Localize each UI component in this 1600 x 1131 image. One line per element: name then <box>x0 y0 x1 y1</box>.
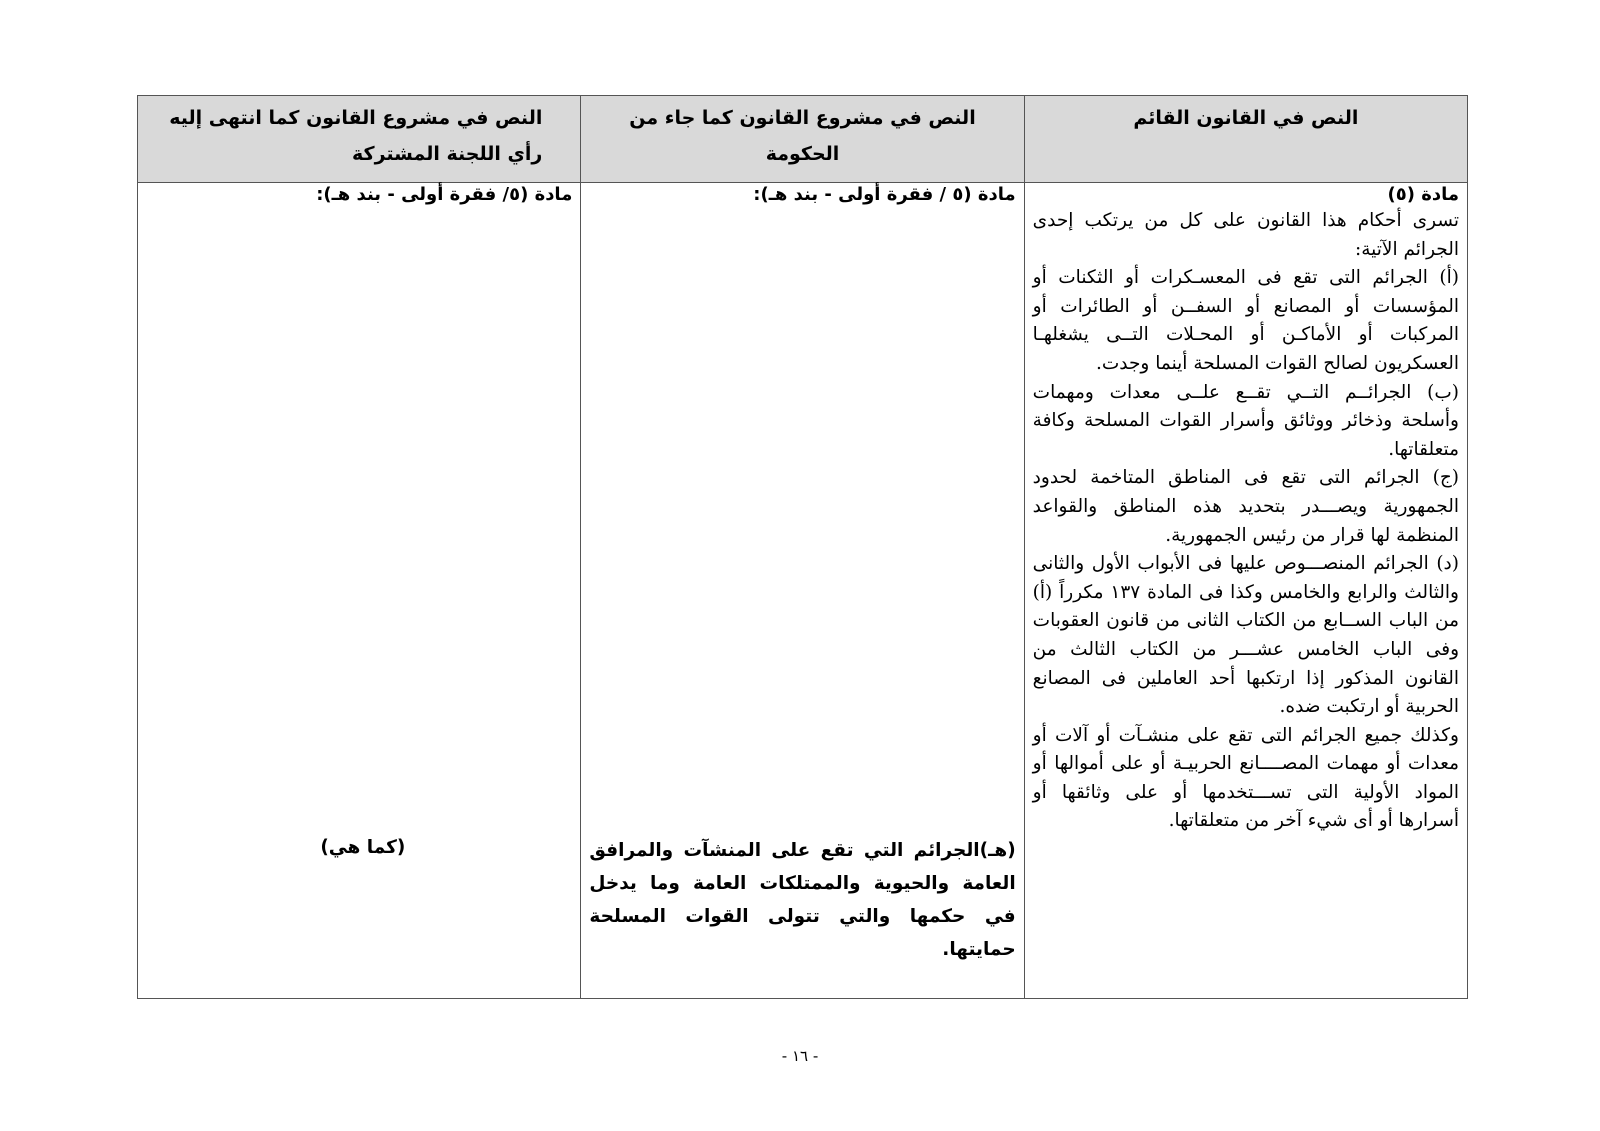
committee-status-text: (كما هي) <box>320 837 406 858</box>
cell-committee-draft <box>138 183 581 999</box>
header-government-draft <box>581 96 1024 183</box>
cell-government-draft <box>581 183 1024 999</box>
committee-article-title: مادة (٥/ فقرة أولى - بند هـ): <box>316 184 573 205</box>
existing-article-title: مادة (٥) <box>1387 184 1459 205</box>
header-existing-law <box>1024 96 1467 183</box>
government-proposal-text: (هـ)الجرائم التي تقع على المنشآت والمرافق العامة والحيوية والممتلكات العامة وما يدخل في حكمها والتي تتولى القوات المسلحة حمايتها. <box>589 840 1016 960</box>
table-header-row <box>138 96 1468 183</box>
existing-paragraph: وكذلك جميع الجرائم التى تقع على منشـآت أو آلات أو معدات أو مهمات المصــــانع الحربيـة أو على أموالها أو المواد الأولية التى تســـتخدمها أو على وثائقها أو أسرارها أو أى شيء آخر من متعلقاتها. <box>1032 724 1459 832</box>
header-existing-law-label: النص في القانون القائم <box>1133 107 1359 129</box>
header-government-draft-label: النص في مشروع القانون كما جاء من الحكومة <box>629 107 976 165</box>
existing-paragraph: (د) الجرائم المنصـــوص عليها فى الأبواب الأول والثانى والثالث والرابع والخامس وكذا فى المادة ١٣٧ مكرراً (أ) من الباب الســابع من الكتاب الثانى من قانون العقوبات وفى الباب الخامس عشـــر من الكتاب الثالث من القانون المذكور إذا ارتكبها أحد العاملين فى المصانع الحربية أو ارتكبت ضده. <box>1032 553 1459 718</box>
existing-paragraph: (ب) الجرائــم التــي تقــع علــى معدات ومهمات وأسلحة وذخائر ووثائق وأسرار القوات المسلحة وكافة متعلقاتها. <box>1032 381 1459 460</box>
cell-existing-law <box>1024 183 1467 999</box>
existing-paragraph: (ج) الجرائم التى تقع فى المناطق المتاخمة لحدود الجمهورية ويصـــدر بتحديد هذه المناطق والقواعد المنظمة لها قرار من رئيس الجمهورية. <box>1032 467 1459 546</box>
law-comparison-table <box>137 95 1468 999</box>
table-body-row <box>138 183 1468 999</box>
header-committee-draft-label: النص في مشروع القانون كما انتهى إليه رأي اللجنة المشتركة <box>169 107 543 165</box>
government-article-title: مادة (٥ / فقرة أولى - بند هـ): <box>753 184 1016 205</box>
header-committee-draft <box>138 96 581 183</box>
existing-paragraph: تسرى أحكام هذا القانون على كل من يرتكب إحدى الجرائم الآتية: <box>1032 210 1459 260</box>
existing-paragraph: (أ) الجرائم التى تقع فى المعسـكرات أو الثكنات أو المؤسسات أو المصانع أو السفــن أو الطائرات أو المركبات أو الأماكـن أو المحـلات التــى يشغلهـا العسكريون لصالح القوات المسلحة أينما وجدت. <box>1032 267 1459 374</box>
page-number: - ١٦ - <box>781 1047 819 1065</box>
